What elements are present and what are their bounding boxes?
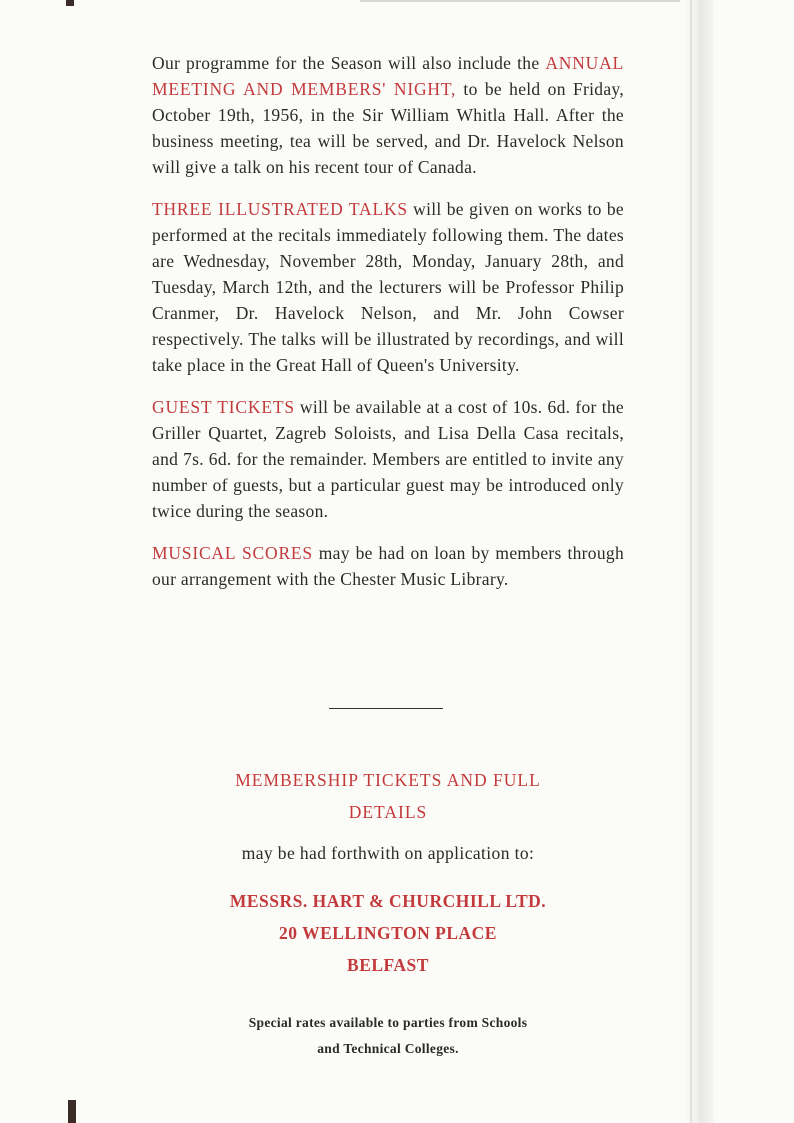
paragraph-body: will be given on works to be performed at the recitals immediately following them. The dates are Wednesday, November 28th, Monday, January 28th, and Tuesday, March 12th, and the lecturers will be Professor Philip Cranmer, Dr. Havelock Nelson, and Mr. John Cowser respectively. The talks will be illustrated by recordings, and will take place in the Great Hall of Queen's University. [152,199,624,375]
scan-edge [66,0,74,6]
paragraph-annual-meeting [152,50,624,180]
paragraph-illustrated-talks [152,196,624,378]
paragraph-body: will be available at a cost of 10s. 6d. for the Griller Quartet, Zagreb Soloists, and Lisa Della Casa recitals, and 7s. 6d. for the remainder. Members are entitled to invite any number of guests, but a particular guest may be introduced only twice during the season. [152,397,624,521]
membership-subtitle: may be had forthwith on application to: [241,843,535,863]
scan-edge [360,0,680,2]
paragraph-body: may be had on loan by members through our arrangement with the Chester Music Library. [152,543,624,589]
note-line: Special rates available to parties from Schools [248,1015,528,1030]
address-line: MESSRS. HART & CHURCHILL LTD. [229,891,547,911]
membership-title-line: DETAILS [348,802,428,822]
paragraph-heading: ANNUAL MEETING AND MEMBERS' NIGHT, [152,53,624,99]
address-block [152,885,624,981]
paragraph-lead: Our programme for the Season will also include the [152,53,546,73]
page-fold-crease [690,0,692,1123]
note-line: and Technical Colleges. [317,1041,459,1056]
paragraph-body: to be held on Friday, October 19th, 1956, in the Sir William Whitla Hall. After the business meeting, tea will be served, and Dr. Havelock Nelson will give a talk on his recent tour of Canada. [152,79,624,177]
membership-title [152,764,624,828]
section-divider [329,708,443,709]
paragraph-guest-tickets [152,394,624,524]
page-fold [684,0,714,1123]
special-rates-note [152,1010,624,1062]
address-line: 20 WELLINGTON PLACE [279,923,497,943]
paragraph-musical-scores [152,540,624,592]
scan-edge [68,1100,76,1123]
body-text [152,50,624,608]
paragraph-heading: GUEST TICKETS [152,397,295,417]
paragraph-heading: MUSICAL SCORES [152,543,313,563]
paragraph-heading: THREE ILLUSTRATED TALKS [152,199,408,219]
membership-title-line: MEMBERSHIP TICKETS AND FULL [235,770,541,790]
address-line: BELFAST [347,955,429,975]
